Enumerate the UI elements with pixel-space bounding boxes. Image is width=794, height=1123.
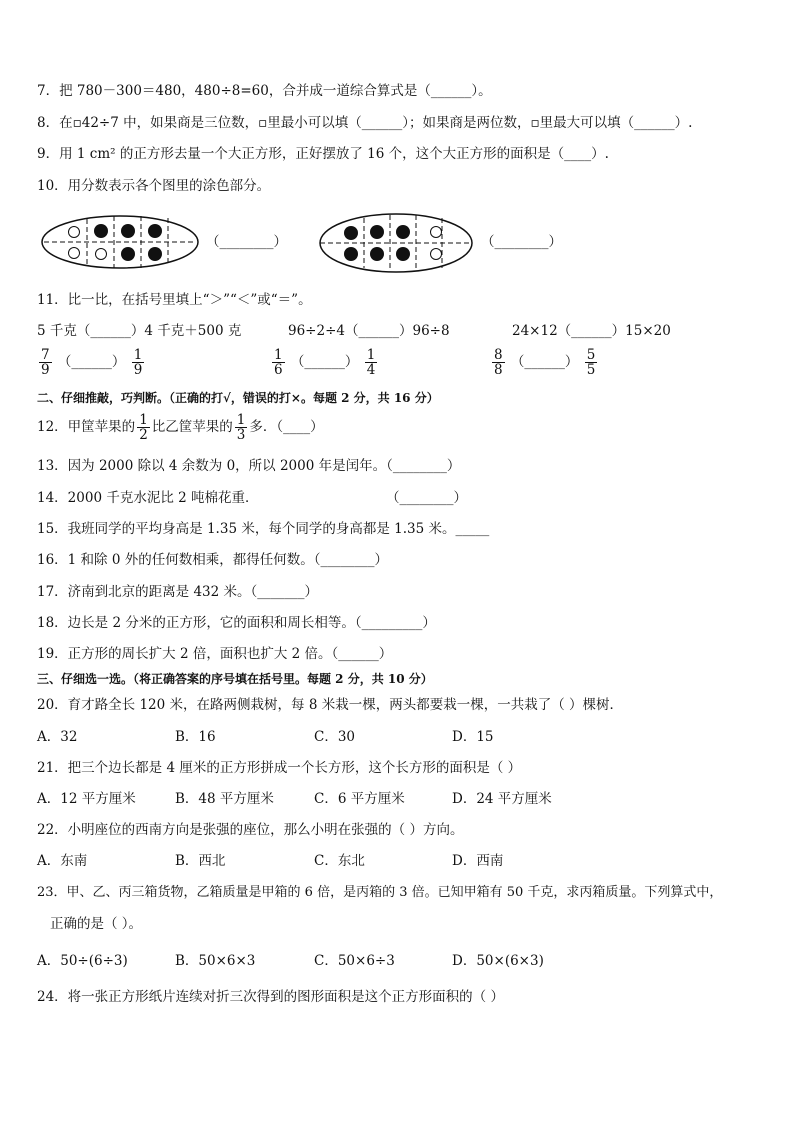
q11-frac-blank-2[interactable]: （______） (290, 354, 359, 370)
question-7: 7．把 780－300＝480，480÷8=60，合并成一道综合算式是（______）。 (37, 83, 492, 99)
question-10: 10．用分数表示各个图里的涂色部分。 (37, 178, 271, 194)
q20-option-b[interactable]: B．16 (175, 729, 216, 745)
question-24: 24．将一张正方形纸片连续对折三次得到的图形面积是这个正方形面积的（ ） (37, 989, 504, 1005)
q20-option-a[interactable]: A．32 (37, 729, 78, 745)
q11-compare-2: 96÷2÷4（______）96÷8 (288, 323, 450, 339)
q14-blank[interactable]: （________） (386, 490, 467, 506)
question-14: 14．2000 千克水泥比 2 吨棉花重． (37, 490, 259, 506)
q21-option-c[interactable]: C．6 平方厘米 (314, 791, 405, 807)
question-22: 22．小明座位的西南方向是张强的座位，那么小明在张强的（ ）方向。 (37, 822, 464, 838)
q22-option-d[interactable]: D．西南 (452, 853, 504, 869)
q11-compare-3: 24×12（______）15×20 (512, 323, 671, 339)
q23-option-a[interactable]: A．50÷(6÷3) (37, 953, 128, 969)
question-11: 11．比一比，在括号里填上“＞”“＜”或“＝”。 (37, 292, 312, 308)
question-17: 17．济南到北京的距离是 432 米。（_______） (37, 584, 319, 600)
q21-option-d[interactable]: D．24 平方厘米 (452, 791, 552, 807)
question-8: 8．在▫42÷7 中，如果商是三位数，▫里最小可以填（______）；如果商是两位数，▫里最大可以填（______）. (37, 115, 693, 131)
ellipse-figure-2 (318, 212, 476, 274)
q10-blank-1[interactable]: （________） (206, 234, 287, 250)
q11-compare-1: 5 千克（______）4 千克＋500 克 (37, 323, 242, 339)
q20-option-d[interactable]: D．15 (452, 729, 494, 745)
question-23-line-1: 23．甲、乙、丙三箱货物，乙箱质量是甲箱的 6 倍，是丙箱的 3 倍。已知甲箱有 50 千克，求丙箱质量。下列算式中， (37, 885, 723, 900)
question-21: 21．把三个边长都是 4 厘米的正方形拼成一个长方形，这个长方形的面积是（ ） (37, 760, 522, 776)
q11-fraction-compare-1: $\frac{7}{9}$ （______） $\frac{1}{9}$ (41, 347, 143, 378)
q23-option-c[interactable]: C．50×6÷3 (314, 953, 395, 969)
q11-frac-blank-3[interactable]: （______） (510, 354, 579, 370)
q10-blank-2[interactable]: （________） (481, 234, 562, 250)
q21-option-b[interactable]: B．48 平方厘米 (175, 791, 274, 807)
question-18: 18．边长是 2 分米的正方形，它的面积和周长相等。（_________） (37, 615, 436, 631)
section-3-heading: 三、仔细选一选。（将正确答案的序号填在括号里。每题 2 分，共 10 分） (37, 672, 433, 686)
q20-option-c[interactable]: C．30 (314, 729, 356, 745)
q21-option-a[interactable]: A．12 平方厘米 (37, 791, 136, 807)
q23-option-d[interactable]: D．50×(6×3) (452, 953, 544, 969)
question-9: 9．用 1 cm² 的正方形去量一个大正方形，正好摆放了 16 个，这个大正方形的面积是（____）. (37, 146, 609, 162)
question-13: 13．因为 2000 除以 4 余数为 0，所以 2000 年是闰年。（________） (37, 458, 461, 474)
section-2-heading: 二、仔细推敲，巧判断。（正确的打√，错误的打×。每题 2 分，共 16 分） (37, 391, 439, 405)
question-20: 20．育才路全长 120 米，在路两侧栽树，每 8 米栽一棵，两头都要栽一棵，一共栽了（ ）棵树． (37, 697, 623, 713)
q22-option-a[interactable]: A．东南 (37, 853, 88, 869)
q23-option-b[interactable]: B．50×6×3 (175, 953, 256, 969)
q11-fraction-compare-3: $\frac{8}{8}$ （______） $\frac{5}{5}$ (494, 347, 596, 378)
question-16: 16．1 和除 0 外的任何数相乘，都得任何数。（________） (37, 552, 388, 568)
q22-option-c[interactable]: C．东北 (314, 853, 365, 869)
question-12: 12．甲筐苹果的 $\frac{1}{2}$ 比乙筐苹果的 $\frac{1}{3}$ 多．（____） (37, 412, 324, 443)
question-23-line-2: 正确的是（ ）。 (50, 916, 143, 932)
question-19: 19．正方形的周长扩大 2 倍，面积也扩大 2 倍。（______） (37, 646, 393, 662)
ellipse-figure-1 (40, 213, 202, 271)
q11-fraction-compare-2: $\frac{1}{6}$ （______） $\frac{1}{4}$ (274, 347, 376, 378)
q22-option-b[interactable]: B．西北 (175, 853, 226, 869)
question-15: 15．我班同学的平均身高是 1.35 米，每个同学的身高都是 1.35 米。_____ (37, 521, 490, 537)
q11-frac-blank-1[interactable]: （______） (57, 354, 126, 370)
